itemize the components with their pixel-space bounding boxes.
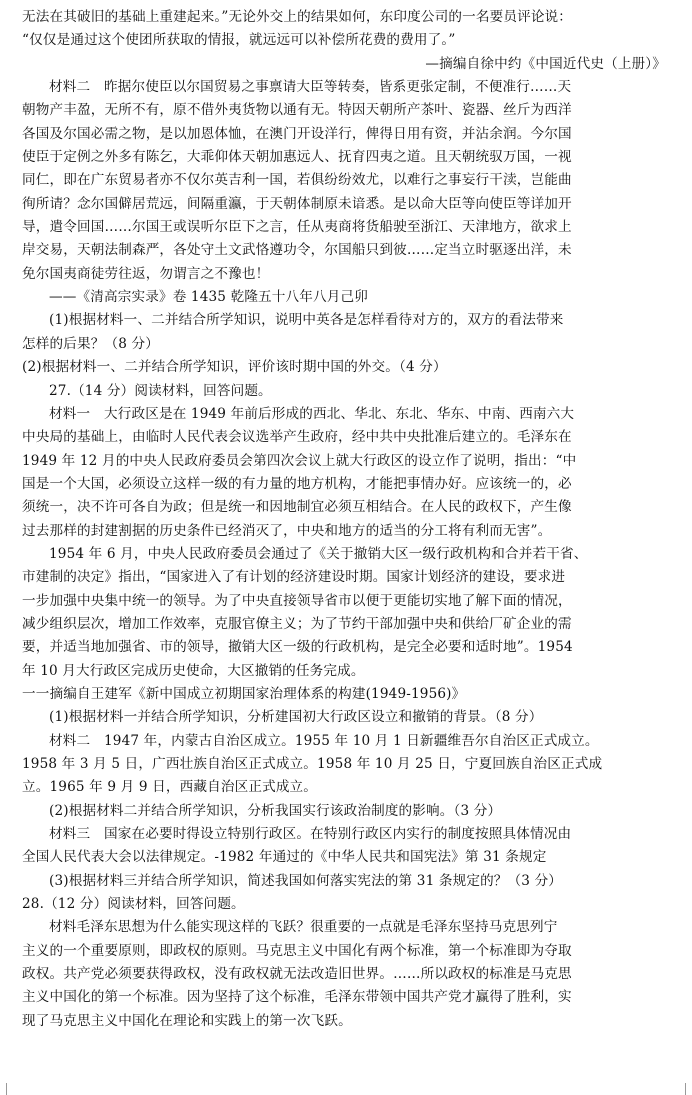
text-line: 徇所请？念尔国僻居荒远，间隔重瀛，于天朝体制原未谙悉。是以命大臣等向使臣等详加开: [22, 195, 572, 212]
text-line: 1958 年 3 月 5 日，广西壮族自治区正式成立。1958 年 10 月 25 日，宁夏回族自治区正式成: [22, 756, 603, 772]
text-line: 各国及尔国必需之物，是以加恩体恤，在澳门开设洋行，俾得日用有资，并沾余润。今尔国: [22, 125, 572, 142]
text-line: 1949 年 12 月的中央人民政府委员会第四次会议上就大行政区的设立作了说明，指出：“中: [22, 452, 577, 469]
text-line: 减少组织层次，增加工作效率，克服官僚主义；为了节约干部加强中央和供给厂矿企业的需: [22, 615, 572, 632]
text-line: 一步加强中央集中统一的领导。为了中央直接领导省市以便于更能切实地了解下面的情况，: [22, 592, 572, 609]
material-heading-line: 材料一 大行政区是在 1949 年前后形成的西北、华北、东北、华东、中南、西南六大: [49, 405, 575, 422]
source-citation: ——《清高宗实录》卷 1435 乾隆五十八年八月己卯: [49, 289, 369, 306]
source-citation: 一一摘编自王建军《新中国成立初期国家治理体系的构建(1949-1956)》: [22, 685, 466, 702]
question-heading: 27.（14 分）阅读材料，回答问题。: [49, 382, 272, 399]
text-line: 使臣于定例之外多有陈乞，大乖仰体天朝加惠远人、抚育四夷之道。且天朝统驭万国，一视: [22, 149, 572, 166]
source-citation: —摘编自徐中约《中国近代史（上册）》: [425, 55, 666, 72]
question-line: (1)根据材料一并结合所学知识，分析建国初大行政区设立和撤销的背景。（8 分）: [49, 709, 543, 726]
text-line: 须统一，决不许可各自为政；但是统一和因地制宜必须互相结合。在人民的政权下，产生像: [22, 499, 572, 516]
text-line: 市建制的决定》指出，“国家进入了有计划的经济建设时期。国家计划经济的建设，要求进: [22, 569, 566, 586]
question-line: (2)根据材料一、二并结合所学知识，评价该时期中国的外交。（4 分）: [22, 359, 447, 376]
text-line: 过去那样的封建割据的历史条件已经消灭了，中央和地方的适当的分工将有利而无害”。: [22, 522, 552, 539]
text-line: 免尔国夷商徒劳往返，勿谓言之不豫也！: [22, 265, 270, 282]
text-line: 政权。共产党必须要获得政权，没有政权就无法改造旧世界。……所以政权的标准是马克思: [22, 966, 572, 983]
text-line: 现了马克思主义中国化在理论和实践上的第一次飞跃。: [22, 1012, 352, 1029]
material-heading-line: 材料毛泽东思想为什么能实现这样的飞跃？很重要的一点就是毛泽东坚持马克思列宁: [49, 919, 558, 936]
text-line: 导，遣令回国……尔国王或误听尔臣下之言，任从夷商将货船驶至浙江、天津地方，欲求上: [22, 219, 572, 236]
text-line: 中央局的基础上，由临时人民代表会议选举产生政府，经中共中央批准后建立的。毛泽东在: [22, 429, 572, 446]
page-corner-mark-left: [6, 1083, 7, 1095]
text-line: 立。1965 年 9 月 9 日，西藏自治区正式成立。: [22, 779, 318, 796]
text-line: 岸交易，天朝法制森严，各处守土文武恪遵功令，尔国船只到彼……定当立时驱逐出洋，未: [22, 242, 572, 259]
material-heading-line: 材料二 1947 年，内蒙古自治区成立。1955 年 10 月 1 日新疆维吾尔自治区正式成立。: [49, 732, 599, 749]
page-corner-mark-right: [685, 1083, 686, 1095]
material-heading-line: 材料三 国家在必要时得设立特别行政区。在特别行政区内实行的制度按照具体情况由: [49, 826, 572, 843]
text-line: 朝物产丰盈，无所不有，原不借外夷货物以通有无。特因天朝所产茶叶、瓷器、丝斤为西洋: [22, 102, 572, 119]
text-line: 全国人民代表大会以法律规定。-1982 年通过的《中华人民共和国宪法》第 31 条规定: [22, 849, 547, 866]
text-line: 无法在其破旧的基础上重建起来。”无论外交上的结果如何，东印度公司的一名要员评论说：: [22, 9, 573, 25]
text-line: 要，并适当地加强省、市的领导，撤销大区一级的行政机构，是完全必要和适时地”。1954: [22, 639, 573, 656]
text-line: 国是一个大国，必须设立这样一级的有力量的地方机构，才能把事情办好。应该统一的，必: [22, 475, 572, 492]
question-heading: 28.（12 分）阅读材料，回答问题。: [22, 896, 245, 913]
question-line: (1)根据材料一、二并结合所学知识，说明中英各是怎样看待对方的，双方的看法带来: [49, 312, 564, 329]
material-heading-line: 材料二 昨据尔使臣以尔国贸易之事禀请大臣等转奏，皆系更张定制，不便准行……天: [49, 79, 572, 96]
text-line: 同仁，即在广东贸易者亦不仅尔英吉利一国，若俱纷纷效尤，以难行之事妄行干渎，岂能曲: [22, 172, 572, 189]
text-line: 主义中国化的第一个标准。因为坚持了这个标准，毛泽东带领中国共产党才赢得了胜利，实: [22, 989, 572, 1006]
text-line: 主义的一个重要原则，即政权的原则。马克思主义中国化有两个标准，第一个标准即为夺取: [22, 942, 572, 959]
question-line: (2)根据材料二并结合所学知识，分析我国实行该政治制度的影响。（3 分）: [49, 802, 502, 819]
question-line: (3)根据材料三并结合所学知识，简述我国如何落实宪法的第 31 条规定的？（3 分）: [49, 872, 563, 889]
question-line: 怎样的后果？（8 分）: [22, 335, 159, 352]
text-line: 年 10 月大行政区完成历史使命，大区撤销的任务完成。: [22, 662, 365, 679]
text-line: “仅仅是通过这个使团所获取的情报，就远远可以补偿所花费的费用了。”: [22, 32, 456, 49]
text-line: 1954 年 6 月，中央人民政府委员会通过了《关于撤销大区一级行政机构和合并若干省、: [49, 545, 588, 562]
